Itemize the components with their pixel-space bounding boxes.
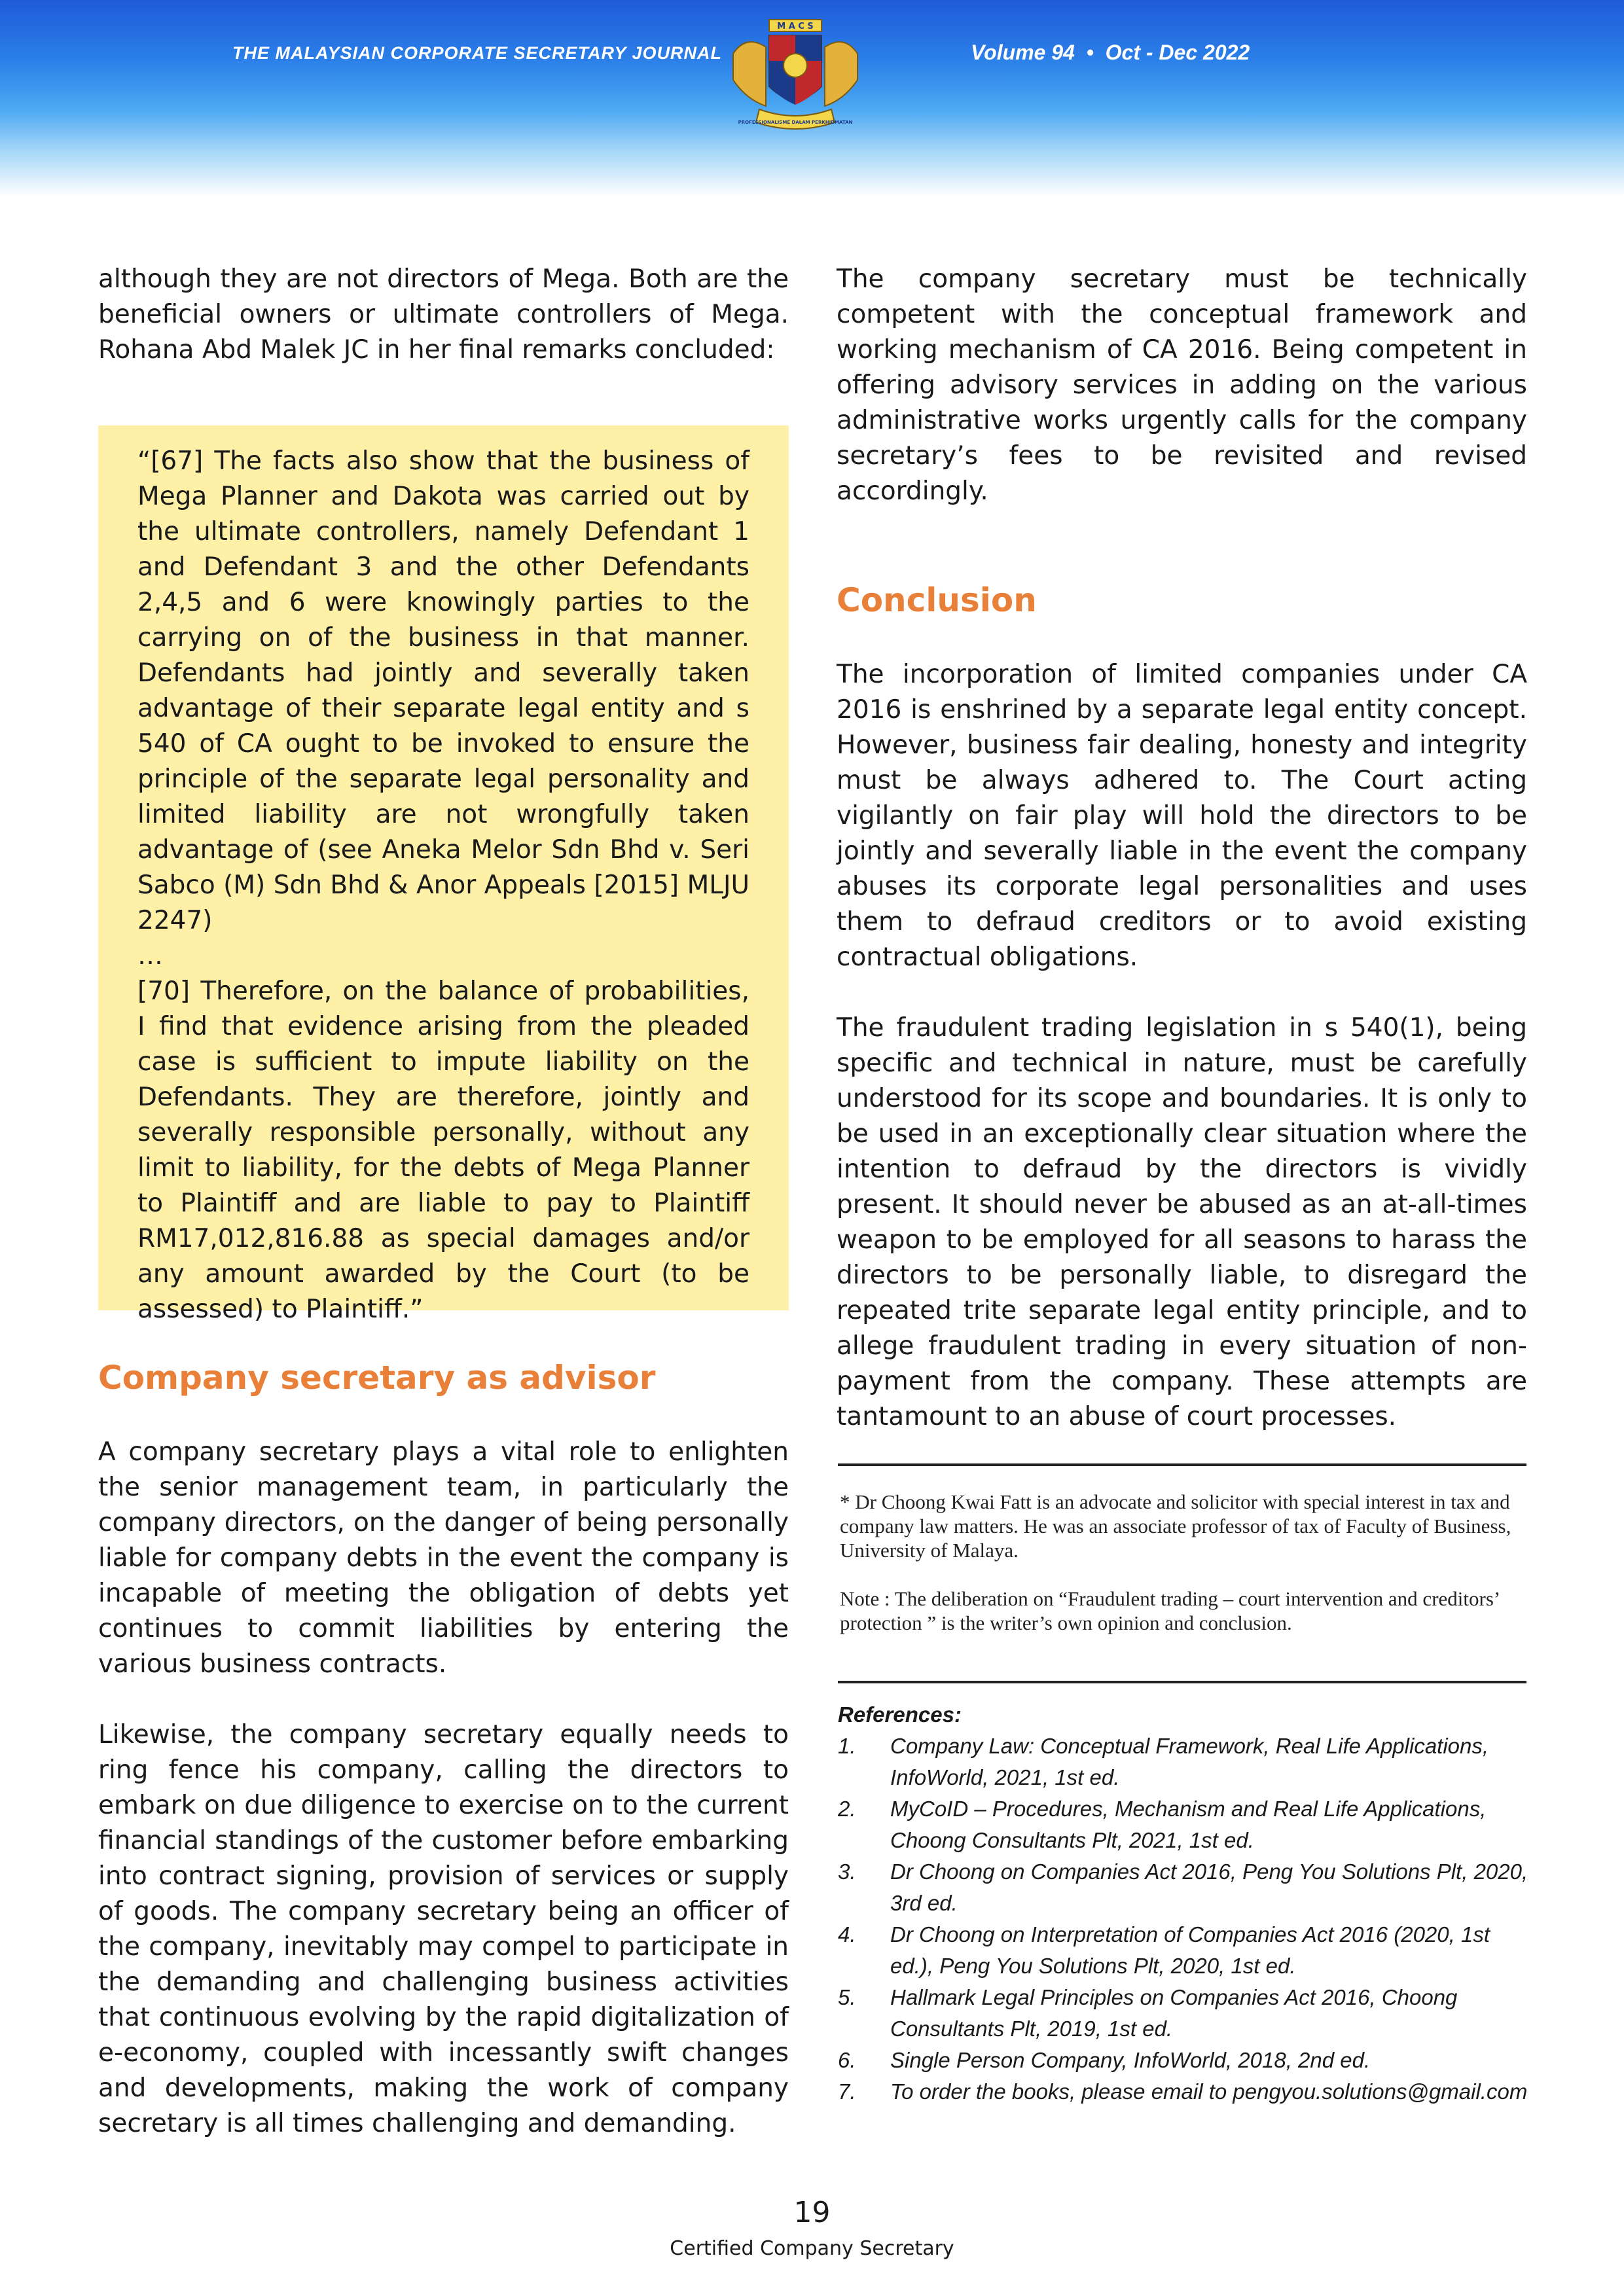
svg-text:M A C S: M A C S — [777, 22, 814, 31]
reference-item: 2. MyCoID – Procedures, Mechanism and Real Life Applications, Choong Consultants Plt, 2021, 1st ed. — [838, 1797, 1487, 1852]
quote-paragraph-67: “[67] The facts also show that the business of Mega Planner and Dakota was carried out by the ultimate controllers, namely Defendant 1 and Defendant 3 and the other Defendants 2,4,5 and 6 were knowingly parties to the carrying on of the business in that manner. Defendants had jointly and severally taken advantage of their separate legal entity and s 540 of CA ought to be invoked to ensure the principle of the separate legal personality and limited liability are not wrongfully taken advantage of (see Aneka Melor Sdn Bhd v. Seri Sabco (M) Sdn Bhd & Anor Appeals [2015] MLJU 2247) — [137, 446, 749, 935]
quote-paragraph-70: [70] Therefore, on the balance of probabilities, I find that evidence arising from the pleaded case is sufficient to impute liability on the Defendants. They are therefore, jointly and severally responsible personally, without any limit to liability, for the debts of Mega Planner to Plaintiff and are liable to pay to Plaintiff RM17,012,816.88 as special damages and/or any amount awarded by the Court (to be assessed) to Plaintiff.” — [137, 977, 749, 1324]
conclusion-paragraph-2: The fraudulent trading legislation in s 540(1), being specific and technical in nature, must be carefully understood for its scope and boundaries. It is only to be used in an exceptionally clear situation where the intention to defraud by the directors is vividly present. It should never be abused as an at-all-times weapon to be employed for all seasons to harass the directors to be personally liable, to disregard the repeated trite separate legal entity principle, and to allege fraudulent trading in every situation of non-payment from the company. These attempts are tantamount to an abuse of court processes. — [837, 1013, 1527, 1431]
page-number: 19 — [793, 2196, 831, 2229]
author-footnote: * Dr Choong Kwai Fatt is an advocate and solicitor with special interest in tax and company law matters. He was an associate professor of tax of Faculty of Business, University of Malaya. — [840, 1490, 1511, 1562]
advisor-section — [98, 1435, 789, 2142]
conclusion-section — [837, 657, 1527, 1435]
reference-item: 1. Company Law: Conceptual Framework, Real Life Applications, InfoWorld, 2021, 1st ed. — [838, 1734, 1489, 1789]
conclusion-paragraph-1: The incorporation of limited companies under CA 2016 is enshrined by a separate legal entity concept. However, business fair dealing, honesty and integrity must be always adhered to. The Court acting vigilantly on fair play will hold the directors to be jointly and severally liable in the event the company abuses its corporate legal personalities and uses them to defraud creditors or to avoid existing contractual obligations. — [837, 660, 1527, 972]
volume-issue: Volume 94 • Oct - Dec 2022 — [971, 41, 1250, 64]
publication-footer: Certified Company Secretary — [670, 2237, 954, 2260]
left-column — [98, 262, 789, 368]
intro-paragraph: although they are not directors of Mega. Both are the beneficial owners or ultimate controllers of Mega. Rohana Abd Malek JC in her final remarks concluded: — [98, 264, 789, 365]
footnote-divider-top — [838, 1463, 1526, 1466]
opinion-note: Note : The deliberation on “Fraudulent trading – court intervention and creditors’ protection ” is the writer’s own opinion and conclusion. — [840, 1587, 1499, 1634]
references-heading: References: — [838, 1702, 962, 1727]
reference-item: 5. Hallmark Legal Principles on Companies Act 2016, Choong Consultants Plt, 2019, 1st ed. — [838, 1985, 1458, 2041]
advisor-paragraph-2: Likewise, the company secretary equally needs to ring fence his company, calling the directors to embark on due diligence to exercise on to the current financial standings of the customer before embarking into contract signing, provision of services or supply of goods. The company secretary being an officer of the company, inevitably may compel to participate in the demanding and challenging business activities that continuous evolving by the rapid digitalization of e-economy, coupled with incessantly swift changes and developments, making the work of company secretary is all times challenging and demanding. — [98, 1720, 789, 2138]
heading-conclusion: Conclusion — [837, 581, 1037, 619]
right-column — [837, 262, 1527, 509]
references-list — [838, 1731, 1532, 2108]
court-quote-box — [98, 425, 789, 1324]
svg-text:PROFESSIONALISME DALAM PERKHID: PROFESSIONALISME DALAM PERKHIDMATAN — [738, 120, 853, 125]
competence-paragraph: The company secretary must be technically competent with the conceptual framework and working mechanism of CA 2016. Being competent in offering advisory services in adding on the various administrative works urgently calls for the company secretary’s fees to be revisited and revised accordingly. — [837, 264, 1527, 506]
footnote-divider-bottom — [838, 1681, 1526, 1683]
reference-item: 4. Dr Choong on Interpretation of Companies Act 2016 (2020, 1st ed.), Peng You Solutions Plt, 2020, 1st ed. — [838, 1922, 1490, 1978]
reference-item: 7. To order the books, please email to pengyou.solutions@gmail.com — [838, 2079, 1528, 2104]
references-section — [838, 1699, 1532, 2108]
reference-item: 3. Dr Choong on Companies Act 2016, Peng You Solutions Plt, 2020, 3rd ed. — [838, 1859, 1528, 1915]
quote-ellipsis: … — [137, 941, 163, 971]
advisor-paragraph-1: A company secretary plays a vital role to enlighten the senior management team, in particularly the company directors, on the danger of being personally liable for company debts in the event the company is incapable of meeting the obligation of debts yet continues to commit liabilities by entering the various business contracts. — [98, 1437, 789, 1679]
heading-company-secretary-advisor: Company secretary as advisor — [98, 1359, 656, 1397]
journal-title: THE MALAYSIAN CORPORATE SECRETARY JOURNAL — [232, 43, 723, 63]
reference-item: 6. Single Person Company, InfoWorld, 2018, 2nd ed. — [838, 2048, 1371, 2072]
macs-crest-logo — [720, 14, 871, 139]
